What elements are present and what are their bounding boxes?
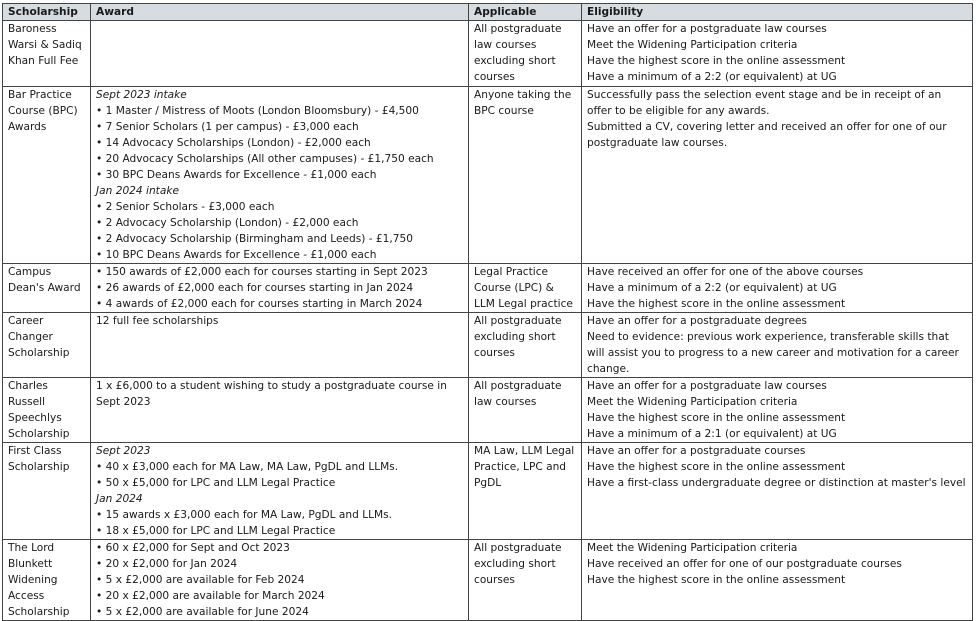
- award-bullet: • 7 Senior Scholars (1 per campus) - £3,000 each: [96, 121, 359, 133]
- eligibility-criterion: Have the highest score in the online assessment: [587, 298, 846, 310]
- applicable-cell: All postgraduate law courses excluding short courses: [469, 21, 582, 87]
- award-bullet: • 26 awards of £2,000 each for courses starting in Jan 2024: [96, 282, 414, 294]
- eligibility-criterion: Have an offer for a postgraduate courses: [587, 445, 806, 457]
- eligibility-cell: [582, 443, 973, 540]
- award-bullet: • 15 awards x £3,000 each for MA Law, PgDL and LLMs.: [96, 509, 393, 521]
- eligibility-criterion: Have received an offer for one of the above courses: [587, 266, 864, 278]
- eligibility-criterion: Have the highest score in the online assessment: [587, 412, 846, 424]
- intake-heading: Jan 2024 intake: [96, 185, 179, 197]
- table-body: [3, 21, 973, 621]
- award-cell: [91, 443, 469, 540]
- award-text: 12 full fee scholarships: [96, 315, 219, 327]
- eligibility-criterion: Have received an offer for one of our postgraduate courses: [587, 558, 902, 570]
- award-bullet: • 20 x £2,000 are available for March 2024: [96, 590, 325, 602]
- scholarship-name: Campus Dean's Award: [3, 264, 91, 313]
- award-bullet: • 14 Advocacy Scholarships (London) - £2,000 each: [96, 137, 371, 149]
- award-bullet: • 2 Advocacy Scholarship (London) - £2,000 each: [96, 217, 359, 229]
- header-row: [3, 4, 973, 21]
- scholarship-name: Career Changer Scholarship: [3, 313, 91, 378]
- award-bullet: • 5 x £2,000 are available for Feb 2024: [96, 574, 305, 586]
- applicable-cell: All postgraduate excluding short courses: [469, 540, 582, 621]
- header-award: Award: [91, 4, 469, 21]
- scholarship-name: Baroness Warsi & Sadiq Khan Full Fee: [3, 21, 91, 87]
- eligibility-criterion: Meet the Widening Participation criteria: [587, 396, 798, 408]
- applicable-cell: Legal Practice Course (LPC) & LLM Legal practice: [469, 264, 582, 313]
- scholarship-name: Bar Practice Course (BPC) Awards: [3, 87, 91, 264]
- award-bullet: • 20 Advocacy Scholarships (All other campuses) - £1,750 each: [96, 153, 434, 165]
- table-row: [3, 378, 973, 443]
- award-cell: [91, 313, 469, 378]
- eligibility-criterion: Have the highest score in the online assessment: [587, 574, 846, 586]
- eligibility-criterion: Have the highest score in the online assessment: [587, 461, 846, 473]
- award-bullet: • 50 x £5,000 for LPC and LLM Legal Practice: [96, 477, 336, 489]
- intake-heading: Sept 2023 intake: [96, 89, 187, 101]
- eligibility-criterion: Have a minimum of a 2:1 (or equivalent) at UG: [587, 428, 837, 440]
- scholarship-name: Charles Russell Speechlys Scholarship: [3, 378, 91, 443]
- award-bullet: • 150 awards of £2,000 each for courses starting in Sept 2023: [96, 266, 428, 278]
- award-text: 1 x £6,000 to a student wishing to study a postgraduate course in Sept 2023: [96, 380, 447, 408]
- eligibility-cell: [582, 87, 973, 264]
- table-row: [3, 313, 973, 378]
- table-row: [3, 540, 973, 621]
- award-bullet: • 30 BPC Deans Awards for Excellence - £1,000 each: [96, 169, 377, 181]
- scholarship-table: [2, 3, 973, 621]
- intake-heading: Jan 2024: [96, 493, 143, 505]
- eligibility-criterion: Submitted a CV, covering letter and received an offer for one of our postgraduate law courses.: [587, 121, 947, 149]
- intake-heading: Sept 2023: [96, 445, 151, 457]
- eligibility-criterion: Have a minimum of a 2:2 (or equivalent) at UG: [587, 282, 837, 294]
- award-bullet: • 5 x £2,000 are available for June 2024: [96, 606, 309, 618]
- eligibility-cell: [582, 378, 973, 443]
- table-row: [3, 21, 973, 87]
- eligibility-criterion: Have the highest score in the online assessment: [587, 55, 846, 67]
- award-cell: [91, 21, 469, 87]
- award-bullet: • 60 x £2,000 for Sept and Oct 2023: [96, 542, 290, 554]
- table-row: [3, 264, 973, 313]
- award-bullet: • 10 BPC Deans Awards for Excellence - £1,000 each: [96, 249, 377, 261]
- eligibility-criterion: Meet the Widening Participation criteria: [587, 39, 798, 51]
- header-eligibility: Eligibility: [582, 4, 973, 21]
- award-cell: [91, 87, 469, 264]
- eligibility-cell: [582, 21, 973, 87]
- eligibility-cell: [582, 540, 973, 621]
- award-bullet: • 4 awards of £2,000 each for courses starting in March 2024: [96, 298, 423, 310]
- applicable-cell: MA Law, LLM Legal Practice, LPC and PgDL: [469, 443, 582, 540]
- table-row: [3, 443, 973, 540]
- eligibility-cell: [582, 313, 973, 378]
- eligibility-criterion: Have an offer for a postgraduate law courses: [587, 23, 827, 35]
- eligibility-criterion: Meet the Widening Participation criteria: [587, 542, 798, 554]
- eligibility-criterion: Have an offer for a postgraduate law courses: [587, 380, 827, 392]
- award-bullet: • 1 Master / Mistress of Moots (London Bloomsbury) - £4,500: [96, 105, 419, 117]
- eligibility-criterion: Successfully pass the selection event stage and be in receipt of an offer to be eligible for any awards.: [587, 89, 942, 117]
- applicable-cell: Anyone taking the BPC course: [469, 87, 582, 264]
- table-row: [3, 87, 973, 264]
- award-bullet: • 2 Senior Scholars - £3,000 each: [96, 201, 275, 213]
- scholarship-name: The Lord Blunkett Widening Access Scholarship: [3, 540, 91, 621]
- eligibility-criterion: Need to evidence: previous work experience, transferable skills that will assist you to progress to a new career and motivation for a career change.: [587, 331, 959, 375]
- award-cell: [91, 540, 469, 621]
- header-scholarship: Scholarship: [3, 4, 91, 21]
- applicable-cell: All postgraduate law courses: [469, 378, 582, 443]
- award-cell: [91, 264, 469, 313]
- eligibility-cell: [582, 264, 973, 313]
- scholarship-name: First Class Scholarship: [3, 443, 91, 540]
- award-bullet: • 18 x £5,000 for LPC and LLM Legal Practice: [96, 525, 336, 537]
- award-bullet: • 2 Advocacy Scholarship (Birmingham and Leeds) - £1,750: [96, 233, 414, 245]
- header-applicable: Applicable: [469, 4, 582, 21]
- eligibility-criterion: Have an offer for a postgraduate degrees: [587, 315, 808, 327]
- award-cell: [91, 378, 469, 443]
- eligibility-criterion: Have a minimum of a 2:2 (or equivalent) at UG: [587, 71, 837, 83]
- applicable-cell: All postgraduate excluding short courses: [469, 313, 582, 378]
- eligibility-criterion: Have a first-class undergraduate degree or distinction at master's level: [587, 477, 966, 489]
- award-bullet: • 40 x £3,000 each for MA Law, MA Law, PgDL and LLMs.: [96, 461, 399, 473]
- award-bullet: • 20 x £2,000 for Jan 2024: [96, 558, 238, 570]
